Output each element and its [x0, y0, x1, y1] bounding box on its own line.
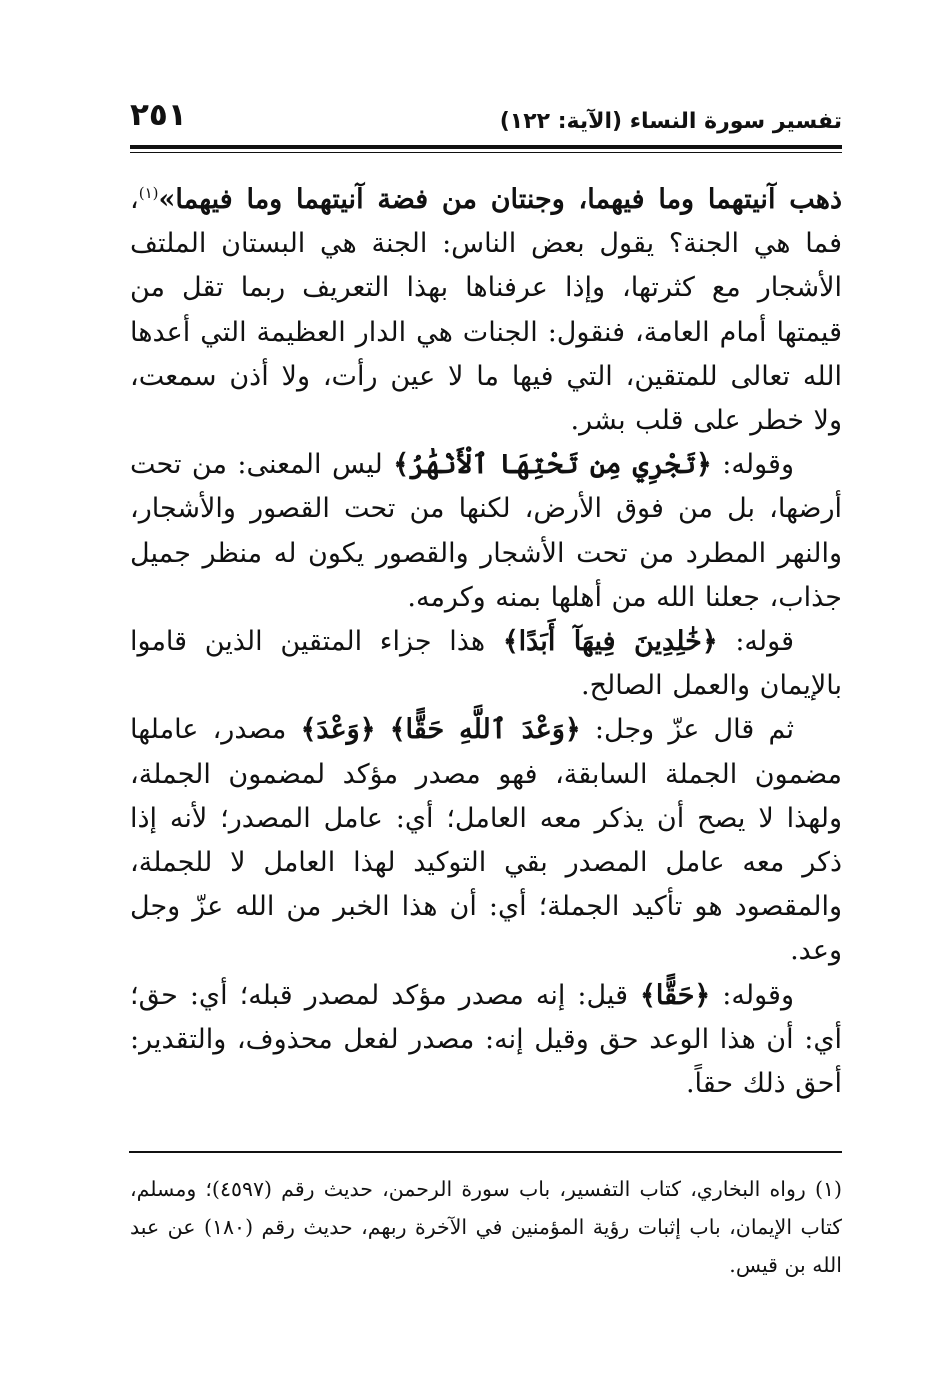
- quran-word-truth: ﴿حَقًّا﴾: [640, 979, 711, 1011]
- page-header: [130, 96, 842, 148]
- paragraph-1-text: ، فما هي الجنة؟ يقول بعض الناس: الجنة هي البستان الملتف الأشجار مع كثرتها، وإذا عرفناها بهذا التعريف ربما تقل من قيمتها أمام العامة، فنقول: الجنات هي الدار العظيمة التي أعدها الله تعالى للمتقين، التي فيها ما لا عين رأت، ولا أذن سمعت، ولا خطر على قلب بشر.: [130, 184, 842, 437]
- header-rule-thin: [130, 152, 842, 153]
- paragraph-5-text: قيل: إنه مصدر مؤكد لمصدر قبله؛ أي: حق؛ أي: أن هذا الوعد حق وقيل إنه: مصدر لفعل محذوف، والتقدير: أحق ذلك حقاً.: [130, 979, 842, 1100]
- paragraph-1: [130, 178, 842, 443]
- header-rule-thick: [130, 145, 842, 149]
- paragraph-3: [130, 620, 842, 708]
- footnotes: [130, 1170, 842, 1284]
- paragraph-2-lead: وقوله:: [711, 449, 794, 481]
- quran-verse-eternal: ﴿خَٰلِدِينَ فِيهَآ أَبَدًا﴾: [502, 626, 718, 658]
- paragraph-4-text: مصدر، عاملها مضمون الجملة السابقة، فهو مصدر مؤكد لمضمون الجملة، ولهذا لا يصح أن يذكر معه العامل؛ أي: عامل المصدر؛ لأنه إذا ذكر معه عامل المصدر بقي التوكيد لهذا العامل لا للجملة، والمقصود هو تأكيد الجملة؛ أي: أن هذا الخبر من الله عزّ وجل وعد.: [130, 714, 842, 967]
- footnote-1: (١) رواه البخاري، كتاب التفسير، باب سورة الرحمن، حديث رقم (٤٥٩٧)؛ ومسلم، كتاب الإيمان، باب إثبات رؤية المؤمنين في الآخرة ربهم، حديث رقم (١٨٠) عن عبد الله بن قيس.: [130, 1177, 843, 1277]
- quran-verse-promise: ﴿وَعْدَ ٱللَّهِ حَقًّا﴾: [389, 714, 581, 746]
- page-number: ٢٥١: [130, 97, 187, 133]
- paragraph-5-lead: وقوله:: [710, 979, 794, 1011]
- paragraph-4: [130, 708, 842, 973]
- footnote-reference: (١): [138, 184, 159, 202]
- paragraph-3-lead: قوله:: [717, 626, 794, 658]
- paragraph-4-separator: [376, 714, 390, 745]
- paragraph-4-lead: ثم قال عزّ وجل:: [580, 714, 794, 746]
- paragraph-2: [130, 443, 842, 620]
- footnote-divider: [129, 1151, 842, 1153]
- quran-verse-rivers: ﴿تَجْرِي مِن تَحْتِهَا ٱلْأَنْهَٰرُ﴾: [393, 449, 712, 481]
- hadith-quote-end: ذهب آنيتهما وما فيهما، وجنتان من فضة آنيتهما وما فيهما»: [158, 184, 842, 215]
- paragraph-3-text: هذا جزاء المتقين الذين قاموا بالإيمان والعمل الصالح.: [130, 626, 842, 702]
- running-title: تفسير سورة النساء (الآية: ١٢٢): [499, 109, 842, 134]
- main-text: [130, 178, 842, 1106]
- quran-word-promise: ﴿وَعْدَ﴾: [300, 714, 376, 746]
- paragraph-2-text: ليس المعنى: من تحت أرضها، بل من فوق الأرض، لكنها من تحت القصور والأشجار، والنهر المطرد من تحت الأشجار والقصور يكون له منظر جميل جذاب، جعلنا الله من أهلها بمنه وكرمه.: [130, 449, 842, 613]
- paragraph-5: [130, 974, 842, 1107]
